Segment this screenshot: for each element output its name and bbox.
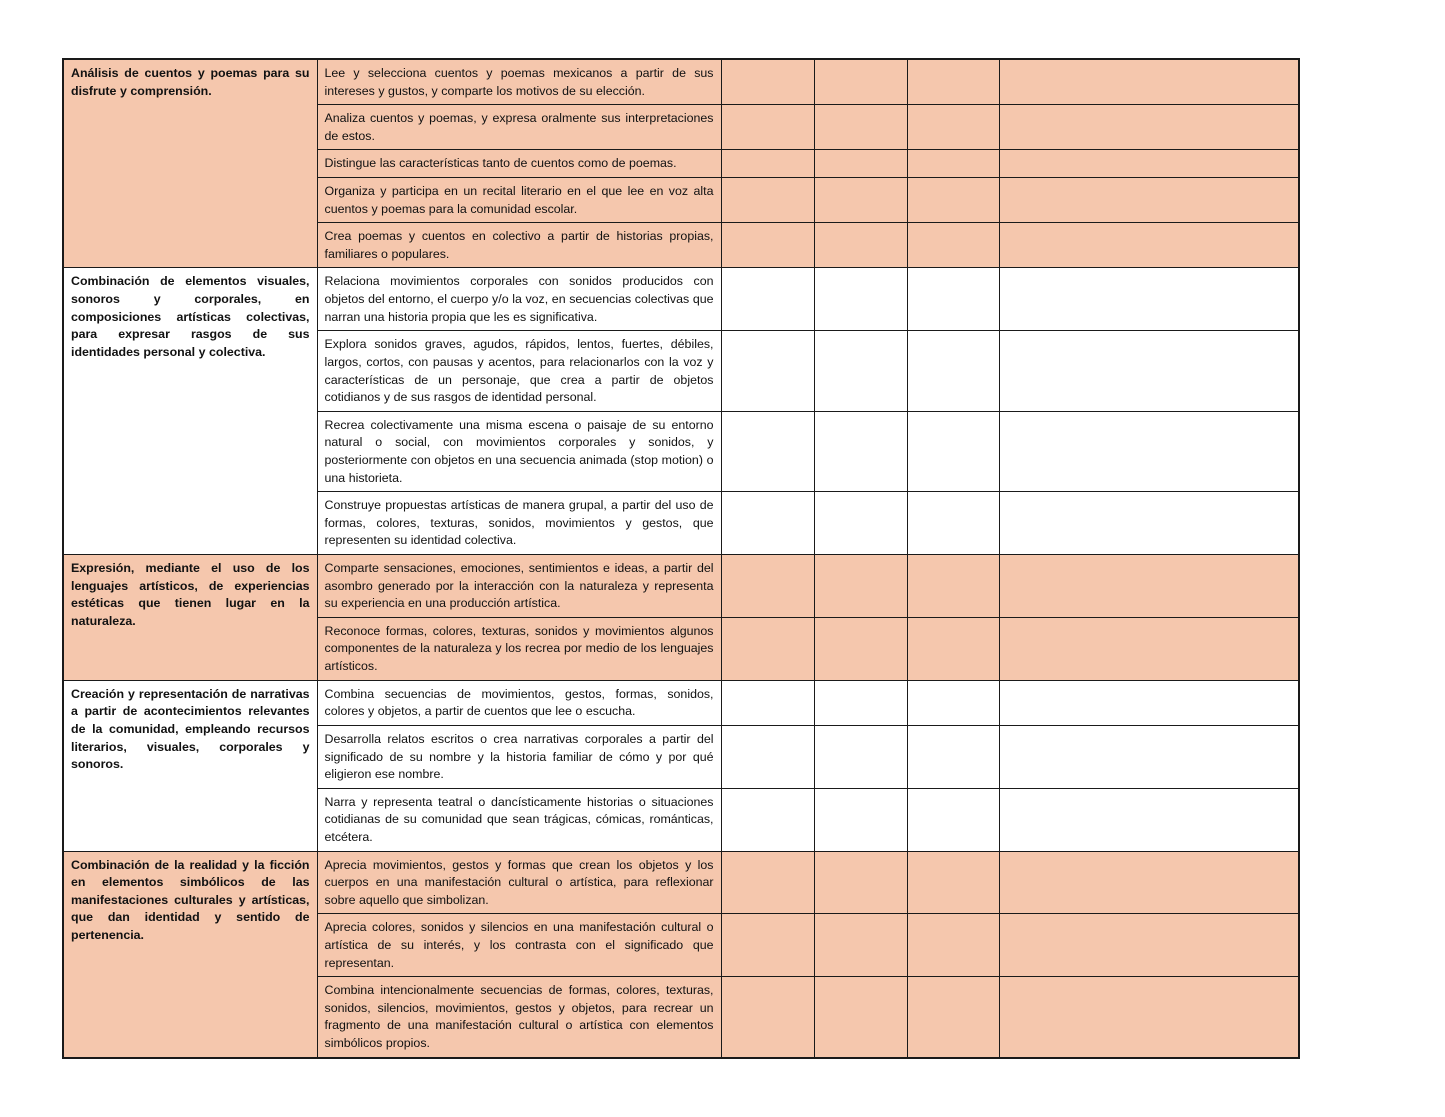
process-cell: Desarrolla relatos escritos o crea narrativas corporales a partir del significado de su nombre y la historia familiar de cómo y por qué eligieron ese nombre. [317,725,721,788]
assessment-cell-3[interactable] [907,59,999,105]
table-row [63,268,1299,331]
assessment-cell-3[interactable] [907,725,999,788]
assessment-cell-1[interactable] [721,977,814,1058]
assessment-cell-4[interactable] [999,492,1299,555]
assessment-cell-1[interactable] [721,178,814,223]
assessment-cell-3[interactable] [907,555,999,618]
assessment-cell-2[interactable] [814,178,907,223]
process-cell: Recrea colectivamente una misma escena o paisaje de su entorno natural o social, con movimientos corporales y sonidos, y posteriormente con objetos en una secuencia animada (stop motion) o una historieta. [317,411,721,491]
content-cell: Análisis de cuentos y poemas para su disfrute y comprensión. [63,59,317,268]
assessment-cell-4[interactable] [999,851,1299,914]
assessment-cell-4[interactable] [999,788,1299,851]
assessment-cell-4[interactable] [999,977,1299,1058]
assessment-cell-3[interactable] [907,492,999,555]
content-cell: Combinación de elementos visuales, sonoros y corporales, en composiciones artísticas colectivas, para expresar rasgos de sus identidades personal y colectiva. [63,268,317,555]
assessment-cell-3[interactable] [907,914,999,977]
assessment-cell-3[interactable] [907,851,999,914]
assessment-cell-1[interactable] [721,725,814,788]
assessment-cell-4[interactable] [999,555,1299,618]
process-cell: Distingue las características tanto de cuentos como de poemas. [317,150,721,178]
assessment-cell-4[interactable] [999,59,1299,105]
assessment-cell-1[interactable] [721,331,814,411]
process-cell: Organiza y participa en un recital literario en el que lee en voz alta cuentos y poemas para la comunidad escolar. [317,178,721,223]
table-row [63,59,1299,105]
assessment-cell-2[interactable] [814,617,907,680]
process-cell: Explora sonidos graves, agudos, rápidos, lentos, fuertes, débiles, largos, cortos, con pausas y acentos, para relacionarlos con la voz y características de un personaje, que crea a partir de objetos cotidianos y de sus rasgos de identidad personal. [317,331,721,411]
assessment-cell-4[interactable] [999,331,1299,411]
assessment-cell-3[interactable] [907,150,999,178]
curriculum-table-wrapper [62,58,1298,1059]
assessment-cell-4[interactable] [999,914,1299,977]
assessment-cell-1[interactable] [721,680,814,725]
table-row [63,851,1299,914]
assessment-cell-4[interactable] [999,680,1299,725]
assessment-cell-1[interactable] [721,59,814,105]
assessment-cell-2[interactable] [814,977,907,1058]
assessment-cell-1[interactable] [721,268,814,331]
curriculum-table [62,58,1300,1059]
assessment-cell-2[interactable] [814,492,907,555]
content-cell: Combinación de la realidad y la ficción en elementos simbólicos de las manifestaciones culturales y artísticas, que dan identidad y sentido de pertenencia. [63,851,317,1058]
content-cell: Expresión, mediante el uso de los lenguajes artísticos, de experiencias estéticas que tienen lugar en la naturaleza. [63,555,317,681]
assessment-cell-1[interactable] [721,617,814,680]
assessment-cell-1[interactable] [721,105,814,150]
assessment-cell-2[interactable] [814,59,907,105]
table-body [63,59,1299,1058]
assessment-cell-1[interactable] [721,492,814,555]
process-cell: Relaciona movimientos corporales con sonidos producidos con objetos del entorno, el cuerpo y/o la voz, en secuencias colectivas que narran una historia propia que les es significativa. [317,268,721,331]
assessment-cell-1[interactable] [721,851,814,914]
process-cell: Combina secuencias de movimientos, gestos, formas, sonidos, colores y objetos, a partir de cuentos que lee o escucha. [317,680,721,725]
assessment-cell-3[interactable] [907,105,999,150]
assessment-cell-2[interactable] [814,331,907,411]
assessment-cell-4[interactable] [999,223,1299,268]
assessment-cell-3[interactable] [907,411,999,491]
assessment-cell-2[interactable] [814,851,907,914]
assessment-cell-2[interactable] [814,268,907,331]
assessment-cell-3[interactable] [907,223,999,268]
assessment-cell-3[interactable] [907,178,999,223]
assessment-cell-2[interactable] [814,914,907,977]
assessment-cell-2[interactable] [814,555,907,618]
assessment-cell-4[interactable] [999,411,1299,491]
content-cell: Creación y representación de narrativas a partir de acontecimientos relevantes de la comunidad, empleando recursos literarios, visuales, corporales y sonoros. [63,680,317,851]
assessment-cell-1[interactable] [721,150,814,178]
assessment-cell-2[interactable] [814,411,907,491]
assessment-cell-4[interactable] [999,268,1299,331]
assessment-cell-2[interactable] [814,223,907,268]
assessment-cell-3[interactable] [907,331,999,411]
assessment-cell-1[interactable] [721,914,814,977]
process-cell: Aprecia movimientos, gestos y formas que crean los objetos y los cuerpos en una manifestación cultural o artística, para reflexionar sobre aquello que simbolizan. [317,851,721,914]
assessment-cell-3[interactable] [907,788,999,851]
assessment-cell-2[interactable] [814,680,907,725]
assessment-cell-2[interactable] [814,150,907,178]
process-cell: Analiza cuentos y poemas, y expresa oralmente sus interpretaciones de estos. [317,105,721,150]
process-cell: Narra y representa teatral o dancísticamente historias o situaciones cotidianas de su comunidad que sean trágicas, cómicas, románticas, etcétera. [317,788,721,851]
assessment-cell-4[interactable] [999,617,1299,680]
assessment-cell-3[interactable] [907,268,999,331]
assessment-cell-1[interactable] [721,411,814,491]
assessment-cell-1[interactable] [721,223,814,268]
assessment-cell-3[interactable] [907,680,999,725]
table-row [63,680,1299,725]
process-cell: Crea poemas y cuentos en colectivo a partir de historias propias, familiares o populares. [317,223,721,268]
process-cell: Aprecia colores, sonidos y silencios en una manifestación cultural o artística de su interés, y los contrasta con el significado que representan. [317,914,721,977]
process-cell: Reconoce formas, colores, texturas, sonidos y movimientos algunos componentes de la naturaleza y los recrea por medio de los lenguajes artísticos. [317,617,721,680]
process-cell: Lee y selecciona cuentos y poemas mexicanos a partir de sus intereses y gustos, y comparte los motivos de su elección. [317,59,721,105]
assessment-cell-2[interactable] [814,105,907,150]
assessment-cell-4[interactable] [999,178,1299,223]
assessment-cell-1[interactable] [721,555,814,618]
table-row [63,555,1299,618]
assessment-cell-4[interactable] [999,105,1299,150]
process-cell: Combina intencionalmente secuencias de formas, colores, texturas, sonidos, silencios, movimientos, gestos y objetos, para recrear un fragmento de una manifestación cultural o artística con elementos simbólicos propios. [317,977,721,1058]
assessment-cell-4[interactable] [999,725,1299,788]
assessment-cell-2[interactable] [814,788,907,851]
assessment-cell-2[interactable] [814,725,907,788]
assessment-cell-1[interactable] [721,788,814,851]
process-cell: Comparte sensaciones, emociones, sentimientos e ideas, a partir del asombro generado por la interacción con la naturaleza y representa su experiencia en una producción artística. [317,555,721,618]
process-cell: Construye propuestas artísticas de manera grupal, a partir del uso de formas, colores, texturas, sonidos, movimientos y gestos, que representen su identidad colectiva. [317,492,721,555]
assessment-cell-3[interactable] [907,977,999,1058]
assessment-cell-3[interactable] [907,617,999,680]
assessment-cell-4[interactable] [999,150,1299,178]
